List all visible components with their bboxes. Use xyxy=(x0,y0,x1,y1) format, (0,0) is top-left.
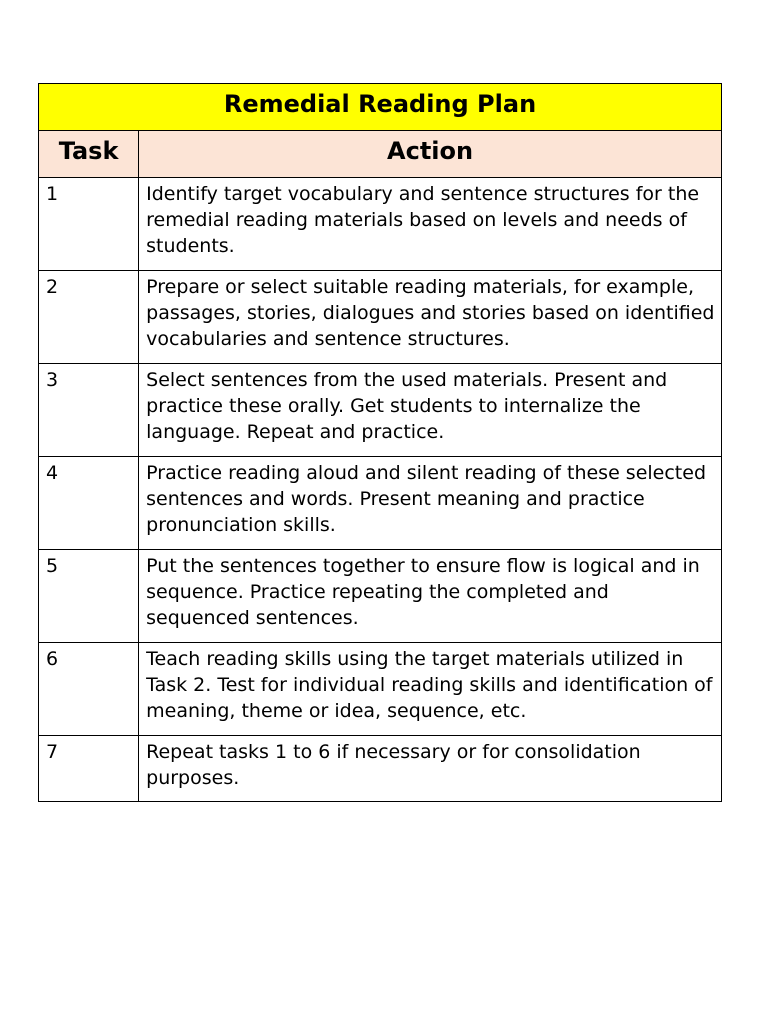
task-action: Put the sentences together to ensure flow is logical and in sequence. Practice repeating the completed and sequenced sentences. xyxy=(139,550,722,643)
table-row xyxy=(39,271,722,364)
header-row xyxy=(39,131,722,178)
title-row xyxy=(39,84,722,131)
task-column-header: Task xyxy=(39,131,139,178)
task-action: Practice reading aloud and silent reading of these selected sentences and words. Present meaning and practice pronunciation skills. xyxy=(139,457,722,550)
table-title: Remedial Reading Plan xyxy=(39,84,722,131)
table-row xyxy=(39,643,722,736)
task-action: Select sentences from the used materials. Present and practice these orally. Get students to internalize the language. Repeat and practice. xyxy=(139,364,722,457)
table-row xyxy=(39,178,722,271)
task-action: Identify target vocabulary and sentence structures for the remedial reading materials based on levels and needs of students. xyxy=(139,178,722,271)
task-number: 4 xyxy=(39,457,139,550)
task-number: 3 xyxy=(39,364,139,457)
task-action: Prepare or select suitable reading materials, for example, passages, stories, dialogues and stories based on identified vocabularies and sentence structures. xyxy=(139,271,722,364)
table-row xyxy=(39,364,722,457)
table-row xyxy=(39,736,722,802)
table-row xyxy=(39,550,722,643)
task-number: 7 xyxy=(39,736,139,802)
task-number: 2 xyxy=(39,271,139,364)
remedial-reading-plan-table xyxy=(38,83,722,802)
action-column-header: Action xyxy=(139,131,722,178)
task-action: Repeat tasks 1 to 6 if necessary or for consolidation purposes. xyxy=(139,736,722,802)
task-action: Teach reading skills using the target materials utilized in Task 2. Test for individual reading skills and identification of meaning, theme or idea, sequence, etc. xyxy=(139,643,722,736)
table-row xyxy=(39,457,722,550)
task-number: 1 xyxy=(39,178,139,271)
task-number: 5 xyxy=(39,550,139,643)
task-number: 6 xyxy=(39,643,139,736)
